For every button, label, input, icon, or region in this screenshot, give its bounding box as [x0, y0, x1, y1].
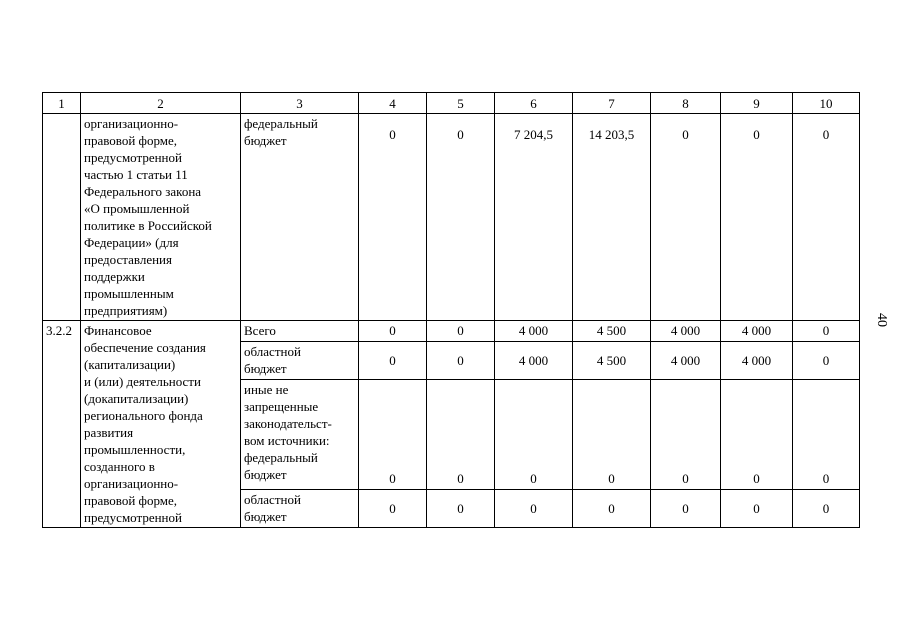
- value-cell: 4 000: [651, 321, 721, 342]
- column-header: 7: [573, 93, 651, 114]
- value-cell: 0: [793, 321, 860, 342]
- column-header: 10: [793, 93, 860, 114]
- value-cell: 0: [793, 489, 860, 528]
- row-number-cell: 3.2.2: [43, 321, 81, 528]
- column-header: 4: [359, 93, 427, 114]
- row-number-cell: [43, 114, 81, 321]
- value-cell: 4 500: [573, 341, 651, 379]
- column-header: 3: [241, 93, 359, 114]
- value-cell: 0: [495, 380, 573, 489]
- value-cell: 0: [573, 380, 651, 489]
- value-cell: 0: [721, 380, 793, 489]
- description-cell: организационно- правовой форме, предусмотренной частью 1 статьи 11 Федерального закона «О промышленной политике в Российской Федерации» (для предоставления поддержки промышленным предприятиям): [81, 114, 241, 321]
- value-cell: 0: [573, 489, 651, 528]
- value-cell: 0: [721, 114, 793, 321]
- value-cell: 0: [427, 489, 495, 528]
- value-cell: 0: [793, 114, 860, 321]
- column-header: 6: [495, 93, 573, 114]
- value-cell: 0: [359, 489, 427, 528]
- value-cell: 4 000: [495, 321, 573, 342]
- table-row: [43, 321, 860, 342]
- funding-source-cell: федеральный бюджет: [241, 114, 359, 321]
- value-cell: 0: [793, 380, 860, 489]
- value-cell: 0: [721, 489, 793, 528]
- value-cell: 0: [427, 341, 495, 379]
- value-cell: 4 000: [721, 321, 793, 342]
- funding-source-cell: областной бюджет: [241, 341, 359, 379]
- value-cell: 0: [427, 114, 495, 321]
- value-cell: 0: [651, 489, 721, 528]
- funding-source-cell: иные не запрещенные законодательст- вом источники: федеральный бюджет: [241, 380, 359, 489]
- value-cell: 0: [359, 380, 427, 489]
- value-cell: 0: [651, 380, 721, 489]
- column-header: 8: [651, 93, 721, 114]
- value-cell: 4 000: [721, 341, 793, 379]
- value-cell: 0: [495, 489, 573, 528]
- value-cell: 4 000: [495, 341, 573, 379]
- value-cell: 4 500: [573, 321, 651, 342]
- column-header: 2: [81, 93, 241, 114]
- value-cell: 7 204,5: [495, 114, 573, 321]
- page-number: 40: [874, 313, 889, 327]
- description-cell: Финансовое обеспечение создания (капитализации) и (или) деятельности (докапитализации) регионального фонда развития промышленности, созданного в организационно- правовой форме, предусмотренной: [81, 321, 241, 528]
- table-header-row: [43, 93, 860, 114]
- column-header: 5: [427, 93, 495, 114]
- funding-source-cell: Всего: [241, 321, 359, 342]
- value-cell: 0: [793, 341, 860, 379]
- table-row: [43, 114, 860, 321]
- value-cell: 0: [359, 114, 427, 321]
- value-cell: 0: [427, 321, 495, 342]
- column-header: 1: [43, 93, 81, 114]
- value-cell: 0: [651, 114, 721, 321]
- budget-table: [42, 92, 860, 528]
- value-cell: 14 203,5: [573, 114, 651, 321]
- value-cell: 0: [359, 321, 427, 342]
- value-cell: 0: [427, 380, 495, 489]
- funding-source-cell: областной бюджет: [241, 489, 359, 528]
- value-cell: 0: [359, 341, 427, 379]
- value-cell: 4 000: [651, 341, 721, 379]
- column-header: 9: [721, 93, 793, 114]
